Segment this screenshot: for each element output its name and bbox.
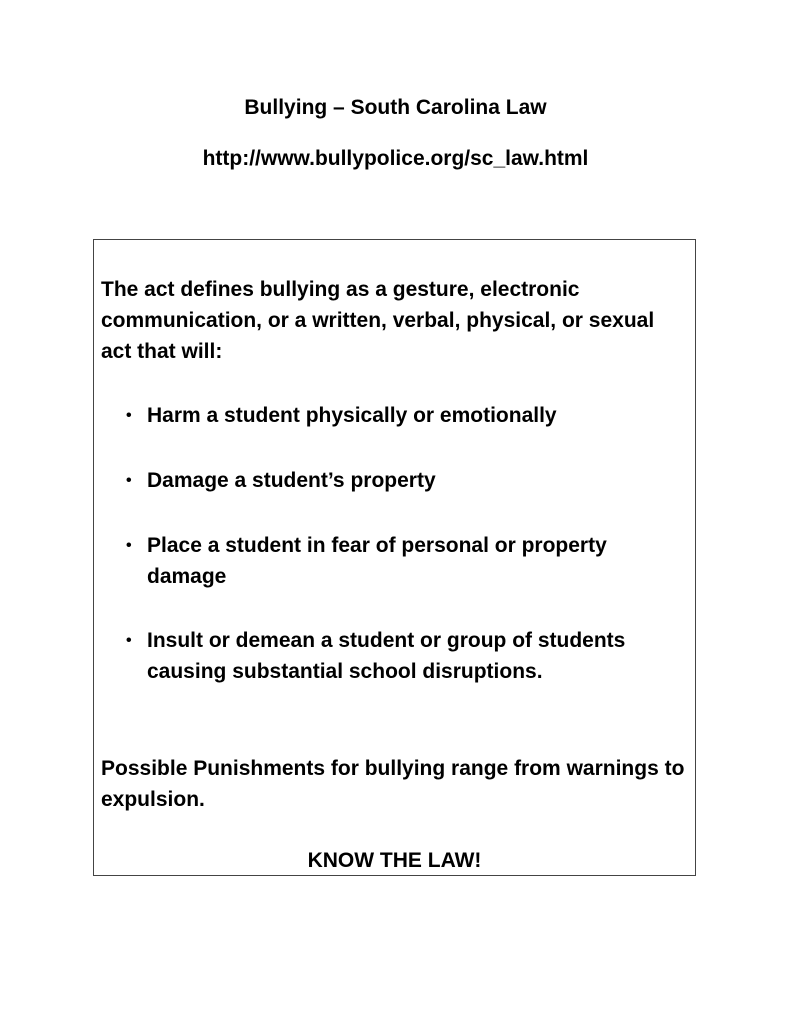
- list-item: [94, 530, 667, 592]
- list-item-text: Place a student in fear of personal or property damage: [147, 534, 607, 588]
- list-item-text: Insult or demean a student or group of students causing substantial school disruptions.: [147, 629, 626, 683]
- bullet-icon: •: [126, 472, 132, 489]
- bullet-icon: •: [126, 537, 132, 554]
- list-item: [94, 625, 667, 687]
- list-item-text: Damage a student’s property: [147, 469, 436, 492]
- law-summary-box: [93, 239, 696, 876]
- bullet-icon: •: [126, 407, 132, 424]
- definition-paragraph: The act defines bullying as a gesture, electronic communication, or a written, verbal, physical, or sexual act that will:: [101, 278, 655, 363]
- bullet-icon: •: [126, 632, 132, 649]
- punishments-paragraph: Possible Punishments for bullying range from warnings to expulsion.: [101, 757, 685, 811]
- list-item: [94, 465, 667, 496]
- closing-slogan: KNOW THE LAW!: [307, 849, 482, 872]
- list-item: [94, 400, 667, 431]
- list-item-text: Harm a student physically or emotionally: [147, 404, 557, 427]
- page-title: Bullying – South Carolina Law: [244, 96, 547, 119]
- source-url: http://www.bullypolice.org/sc_law.html: [202, 147, 589, 170]
